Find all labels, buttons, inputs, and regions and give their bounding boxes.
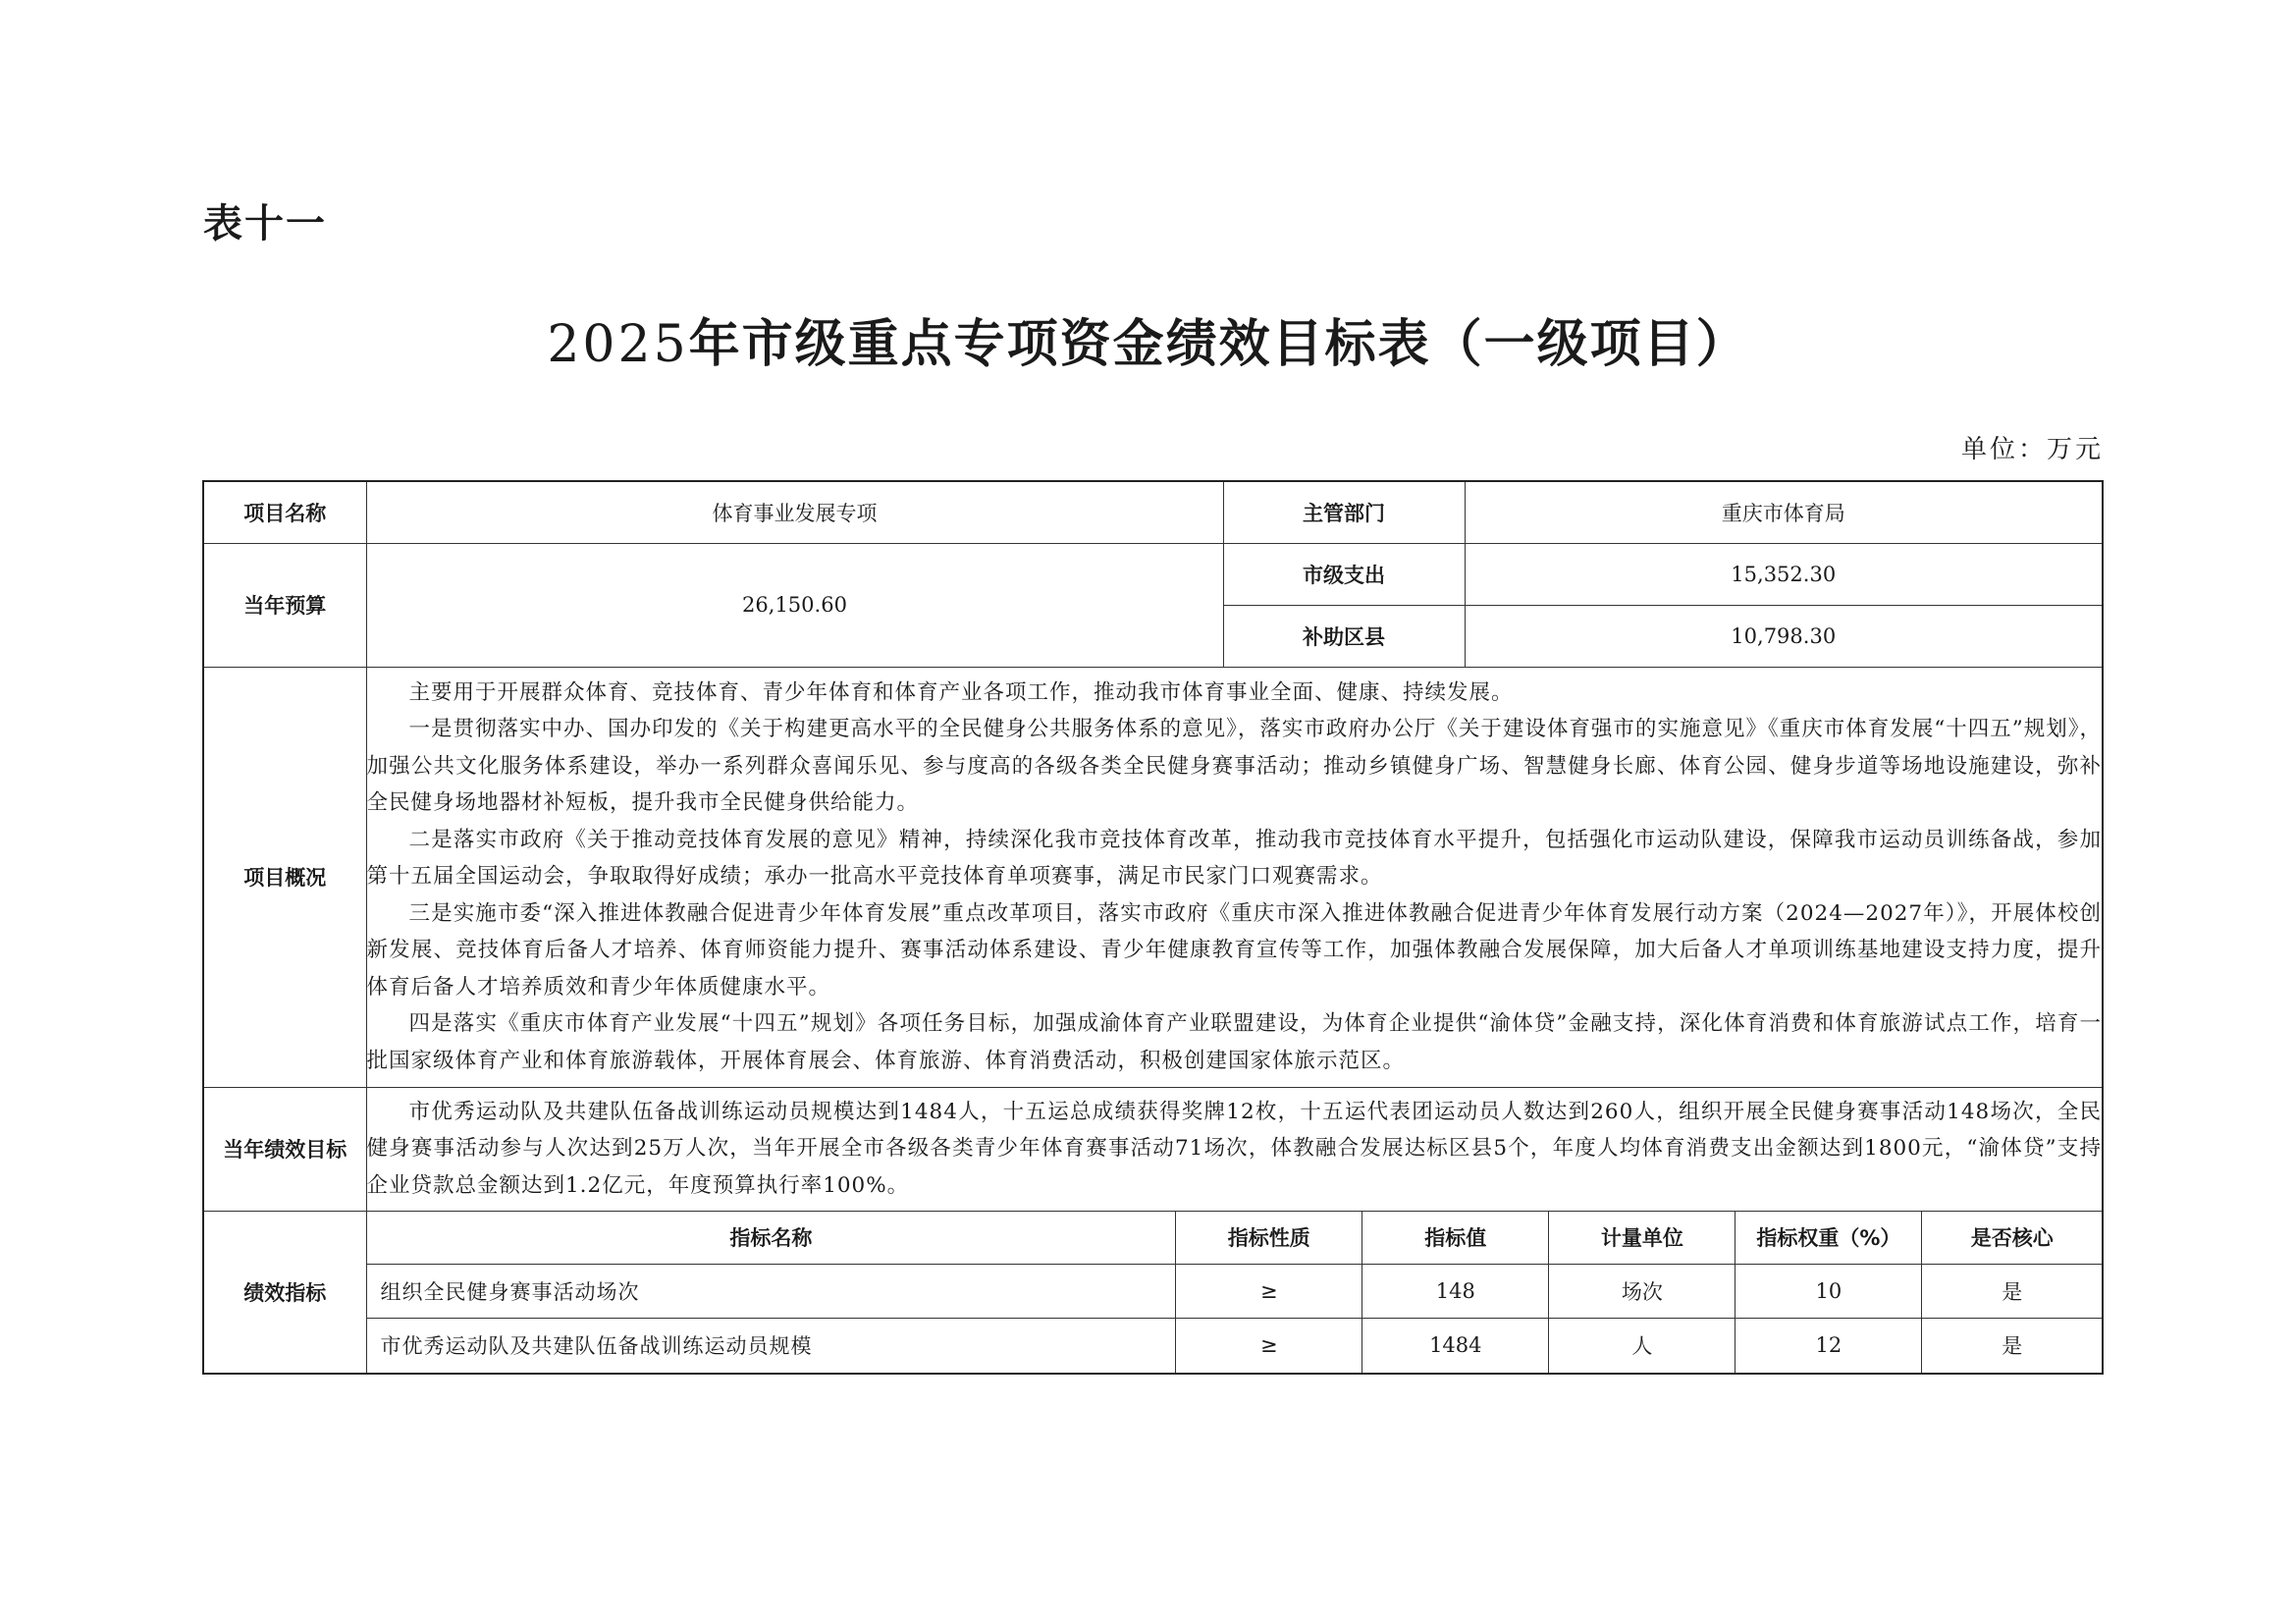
indicator-unit: 场次 bbox=[1549, 1265, 1735, 1319]
overview-paragraph: 四是落实《重庆市体育产业发展“十四五”规划》各项任务目标，加强成渝体育产业联盟建设，为体育企业提供“渝体贷”金融支持，深化体育消费和体育旅游试点工作，培育一批国家级体育产业和体育旅游载体，开展体育展会、体育旅游、体育消费活动，积极创建国家体旅示范区。 bbox=[366, 1011, 2102, 1073]
overview-paragraph: 三是实施市委“深入推进体教融合促进青少年体育发展”重点改革项目，落实市政府《重庆市深入推进体教融合促进青少年体育发展行动方案（2024—2027年）》，开展体校创新发展、竞技体育后备人才培养、体育师资能力提升、赛事活动体系建设、青少年健康教育宣传等工作，加强体教融合发展保障，加大后备人才单项训练基地建设支持力度，提升体育后备人才培养质效和青少年体质健康水平。 bbox=[366, 900, 2102, 1000]
indicator-unit: 人 bbox=[1549, 1319, 1735, 1373]
indicator-weight: 10 bbox=[1735, 1265, 1922, 1319]
indicator-nature: ≥ bbox=[1176, 1319, 1362, 1373]
overview-row bbox=[203, 667, 2103, 1087]
indicator-core: 是 bbox=[1922, 1319, 2102, 1373]
header-is-core: 是否核心 bbox=[1922, 1212, 2102, 1265]
indicators-row bbox=[203, 1211, 2103, 1374]
header-indicator-name: 指标名称 bbox=[367, 1212, 1176, 1265]
indicator-value: 1484 bbox=[1362, 1319, 1549, 1373]
project-name-value: 体育事业发展专项 bbox=[366, 481, 1223, 543]
overview-paragraph: 二是落实市政府《关于推动竞技体育发展的意见》精神，持续深化我市竞技体育改革，推动我市竞技体育水平提升，包括强化市运动队建设，保障我市运动员训练备战，参加第十五届全国运动会，争取取得好成绩；承办一批高水平竞技体育单项赛事，满足市民家门口观赛需求。 bbox=[366, 827, 2102, 890]
overview-paragraph: 主要用于开展群众体育、竞技体育、青少年体育和体育产业各项工作，推动我市体育事业全面、健康、持续发展。 bbox=[408, 679, 1514, 705]
indicators-label: 绩效指标 bbox=[203, 1211, 366, 1374]
goal-label: 当年绩效目标 bbox=[203, 1087, 366, 1211]
city-spend-label: 市级支出 bbox=[1223, 543, 1465, 605]
overview-content bbox=[366, 667, 2103, 1087]
indicator-name: 组织全民健身赛事活动场次 bbox=[367, 1265, 1176, 1319]
indicator-value: 148 bbox=[1362, 1265, 1549, 1319]
header-unit: 计量单位 bbox=[1549, 1212, 1735, 1265]
budget-total-value: 26,150.60 bbox=[366, 543, 1223, 667]
header-weight: 指标权重（%） bbox=[1735, 1212, 1922, 1265]
budget-row-city bbox=[203, 543, 2103, 605]
district-subsidy-value: 10,798.30 bbox=[1465, 605, 2103, 667]
overview-label: 项目概况 bbox=[203, 667, 366, 1087]
budget-label: 当年预算 bbox=[203, 543, 366, 667]
performance-table bbox=[202, 480, 2104, 1375]
project-name-label: 项目名称 bbox=[203, 481, 366, 543]
indicator-core: 是 bbox=[1922, 1265, 2102, 1319]
indicators-container bbox=[366, 1211, 2103, 1374]
goal-text: 市优秀运动队及共建队伍备战训练运动员规模达到1484人，十五运总成绩获得奖牌12枚，十五运代表团运动员人数达到260人，组织开展全民健身赛事活动148场次，全民健身赛事活动参与人次达到25万人次，当年开展全市各级各类青少年体育赛事活动71场次，体教融合发展达标区县5个，年度人均体育消费支出金额达到1800元，“渝体贷”支持企业贷款总金额达到1.2亿元，年度预算执行率100%。 bbox=[366, 1099, 2102, 1198]
indicator-name: 市优秀运动队及共建队伍备战训练运动员规模 bbox=[367, 1319, 1176, 1373]
goal-row bbox=[203, 1087, 2103, 1211]
table-row bbox=[367, 1265, 2103, 1319]
table-row bbox=[367, 1319, 2103, 1373]
header-indicator-value: 指标值 bbox=[1362, 1212, 1549, 1265]
title-year: 2025 bbox=[547, 315, 689, 374]
title-text: 年市级重点专项资金绩效目标表（一级项目） bbox=[688, 315, 1749, 374]
dept-label: 主管部门 bbox=[1223, 481, 1465, 543]
overview-paragraph: 一是贯彻落实中办、国办印发的《关于构建更高水平的全民健身公共服务体系的意见》，落实市政府办公厅《关于建设体育强市的实施意见》《重庆市体育发展“十四五”规划》，加强公共文化服务体系建设，举办一系列群众喜闻乐见、参与度高的各级各类全民健身赛事活动；推动乡镇健身广场、智慧健身长廊、体育公园、健身步道等场地设施建设，弥补全民健身场地器材补短板，提升我市全民健身供给能力。 bbox=[366, 717, 2102, 816]
district-subsidy-label: 补助区县 bbox=[1223, 605, 1465, 667]
indicators-table bbox=[367, 1212, 2103, 1373]
project-row bbox=[203, 481, 2103, 543]
city-spend-value: 15,352.30 bbox=[1465, 543, 2103, 605]
page-title bbox=[0, 302, 2296, 376]
unit-note: 单位：万元 bbox=[1960, 435, 2104, 464]
indicators-header-row bbox=[367, 1212, 2103, 1265]
header-indicator-nature: 指标性质 bbox=[1176, 1212, 1362, 1265]
dept-value: 重庆市体育局 bbox=[1465, 481, 2103, 543]
indicator-nature: ≥ bbox=[1176, 1265, 1362, 1319]
goal-content bbox=[366, 1087, 2103, 1211]
indicator-weight: 12 bbox=[1735, 1319, 1922, 1373]
table-number: 表十一 bbox=[203, 201, 327, 246]
